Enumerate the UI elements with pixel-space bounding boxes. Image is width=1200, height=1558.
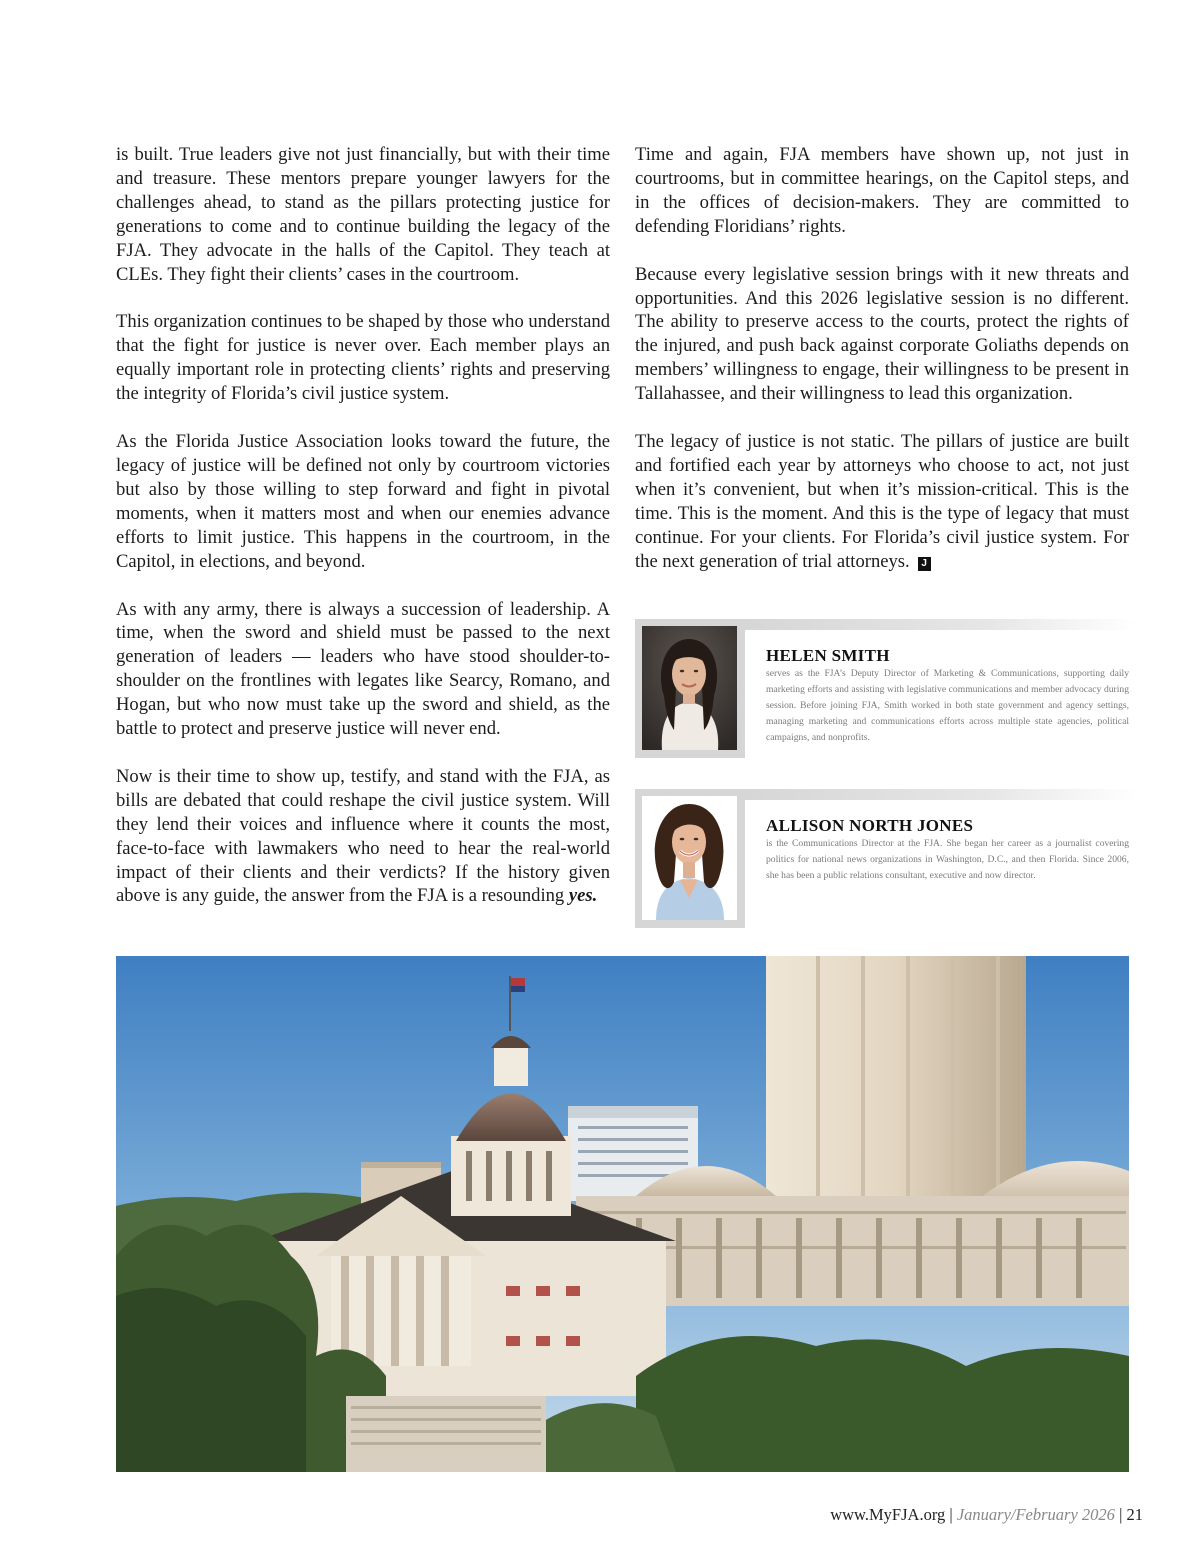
- author-photo-allison-north-jones: [642, 796, 737, 920]
- body-paragraph: [116, 765, 610, 908]
- body-paragraph: As the Florida Justice Association looks toward the future, the legacy of justice will be defined not only by courtroom victories but also by those willing to step forward and fight in pivotal moments, when it matters most and when our enemies advance efforts to limit justice. This happens in the courtroom, in the Capitol, in elections, and beyond.: [116, 431, 610, 572]
- footer-issue-date: January/February 2026: [956, 1505, 1115, 1524]
- bio-text: [766, 646, 1129, 746]
- body-paragraph: is built. True leaders give not just financially, but with their time and treasure. These mentors prepare younger lawyers for the challenges ahead, to stand as the pillars protecting justice for generations to come and to continue building the legacy of the FJA. They advocate in the halls of the Capitol. They teach at CLEs. They fight their clients’ cases in the courtroom.: [116, 144, 610, 285]
- end-of-article-mark: J: [918, 557, 931, 571]
- emphasis-yes: yes.: [568, 885, 598, 907]
- author-photo-helen-smith: [642, 626, 737, 750]
- footer-separator: |: [949, 1505, 953, 1524]
- footer-website: www.MyFJA.org: [830, 1505, 946, 1524]
- bio-text: [766, 816, 1129, 884]
- author-photo-frame: [635, 789, 745, 928]
- page-footer: [830, 1505, 1143, 1525]
- author-photo-frame: [635, 619, 745, 758]
- author-bio-allison-north-jones: [635, 789, 1137, 939]
- author-description: is the Communications Director at the FJA. She began her career as a journalist covering politics for national news organizations in Washington, D.C., and then Florida. Since 2006, she has been a public relations consultant, executive and now director.: [766, 838, 1129, 881]
- body-paragraph: Time and again, FJA members have shown up, not just in courtrooms, but in committee hearings, on the Capitol steps, and in the offices of decision-makers. They are committed to defending Floridians’ rights.: [635, 144, 1129, 237]
- body-paragraph: [635, 430, 1129, 573]
- right-column: [635, 143, 1129, 574]
- author-name: HELEN SMITH: [766, 646, 890, 665]
- author-name: ALLISON NORTH JONES: [766, 816, 974, 835]
- author-bio-helen-smith: [635, 619, 1137, 771]
- body-paragraph: Because every legislative session brings with it new threats and opportunities. And this 2026 legislative session is no different. The ability to preserve access to the courts, protect the rights of the injured, and push back against corporate Goliaths depends on members’ willingness to engage, their willingness to be present in Tallahassee, and their willingness to lead this organization.: [635, 263, 1129, 405]
- body-text: Now is their time to show up, testify, and stand with the FJA, as bills are debated that could reshape the civil justice system. Will they lend their voices and influence where it counts the most, face-to-face with lawmakers who need to hear the real-world impact of their clients and their verdicts? If the history given above is any guide, the answer from the FJA is a resounding: [116, 765, 610, 907]
- page-number: 21: [1126, 1505, 1143, 1524]
- florida-capitol-photo: [116, 956, 1129, 1472]
- body-paragraph: As with any army, there is always a succession of leadership. A time, when the sword and shield must be passed to the next generation of leaders — leaders who have stood shoulder-to-shoulder on the frontlines with legates like Searcy, Romano, and Hogan, but who now must take up the sword and shield, as the battle to protect and preserve justice will never end.: [116, 598, 610, 740]
- author-description: serves as the FJA’s Deputy Director of Marketing & Communications, supporting daily marketing efforts and assisting with legislative communications and member advocacy during session. Before joining FJA, Smith worked in both state government and agency settings, managing marketing and communications efforts across multiple state agencies, political campaigns, and nonprofits.: [766, 668, 1129, 743]
- body-paragraph: This organization continues to be shaped by those who understand that the fight for justice is never over. Each member plays an equally important role in protecting clients’ rights and preserving the integrity of Florida’s civil justice system.: [116, 311, 610, 405]
- left-column: [116, 143, 610, 908]
- footer-separator: |: [1119, 1505, 1123, 1524]
- body-text: The legacy of justice is not static. The pillars of justice are built and fortified each year by attorneys who choose to act, not just when it’s convenient, but when it’s mission-critical. This is the time. This is the moment. And this is the type of legacy that must continue. For your clients. For Florida’s civil justice system. For the next generation of trial attorneys.: [635, 431, 1129, 572]
